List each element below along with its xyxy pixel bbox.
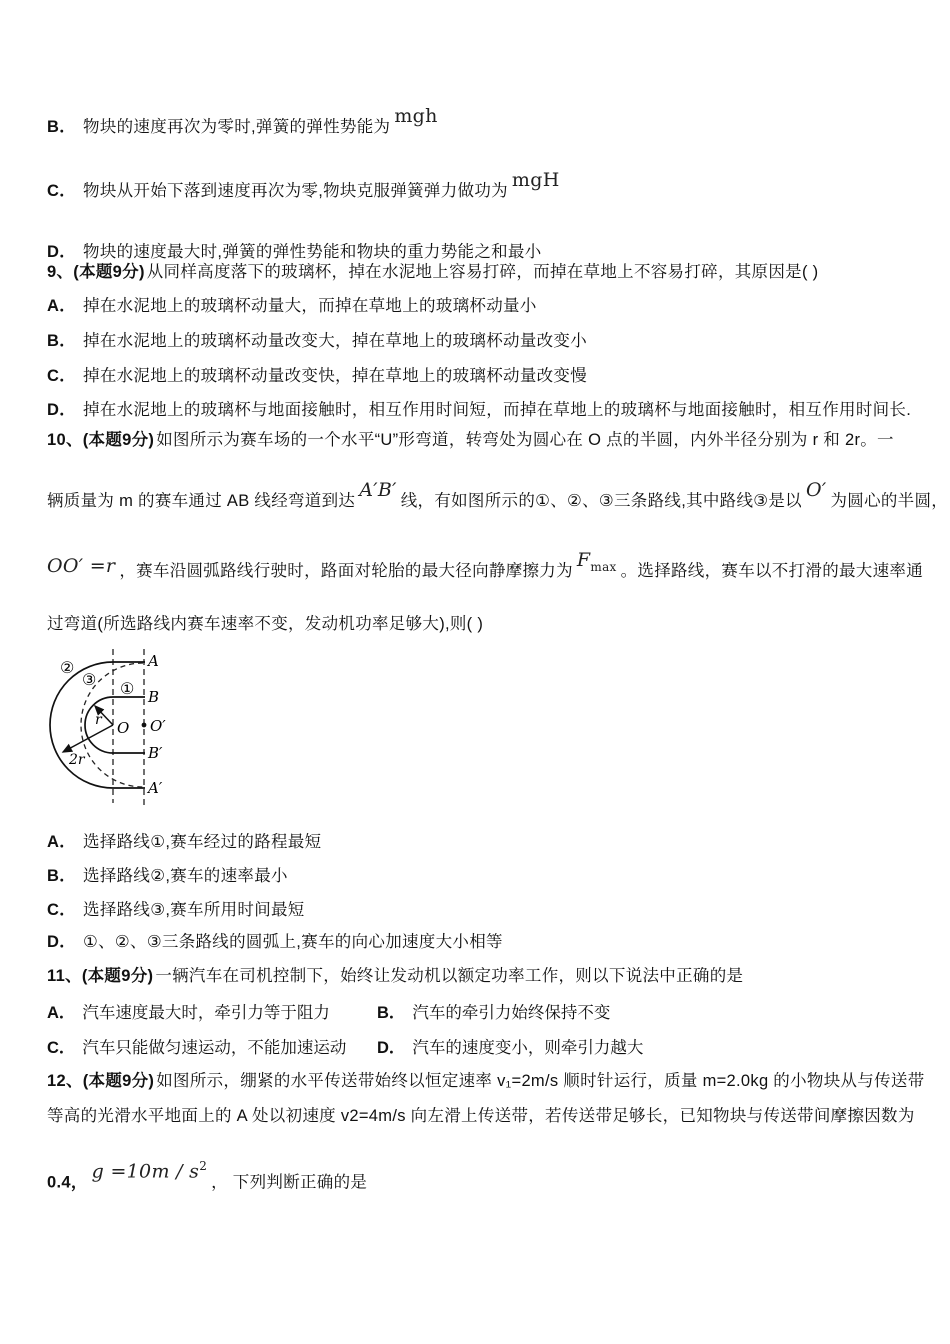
option-letter: A． xyxy=(47,833,77,851)
stem-text: 为圆心的半圆， xyxy=(830,492,949,510)
stem-text: 等高的光滑水平地面上的 A 处以初速度 v2=4m/s 向左滑上传送带，若传送带足够长，已知物块与传送带间摩擦因数为 xyxy=(47,1107,915,1125)
stem-text: 。选择路线，赛车以不打滑的最大速率通 xyxy=(620,562,924,580)
q10-stem-line-3 xyxy=(47,549,924,588)
label-r: r xyxy=(95,712,102,728)
stem-text: ， 下列判断正确的是 xyxy=(211,1173,368,1192)
question-number: 12、(本题9分) xyxy=(47,1072,155,1090)
option-text: 物块的速度再次为零时,弹簧的弹性势能为 xyxy=(83,118,391,136)
option-letter: D． xyxy=(47,933,77,951)
option-letter: D． xyxy=(47,401,77,419)
option-text: 掉在水泥地上的玻璃杯动量改变大，掉在草地上的玻璃杯动量改变小 xyxy=(83,332,588,350)
q10-stem-line-1 xyxy=(47,430,894,451)
q9-option-a xyxy=(47,296,537,317)
q10-stem-line-4 xyxy=(47,614,483,635)
question-number: 10、(本题9分) xyxy=(47,431,155,449)
formula-oo-prime: OO′ =r xyxy=(47,555,116,577)
q9-option-c xyxy=(47,366,587,387)
option-text: 汽车速度最大时，牵引力等于阻力 xyxy=(82,1004,330,1022)
option-text: 汽车只能做匀速运动，不能加速运动 xyxy=(82,1039,347,1057)
q11-option-b xyxy=(377,1003,610,1024)
label-b-prime: B′ xyxy=(148,744,163,762)
option-text: 汽车的牵引力始终保持不变 xyxy=(412,1004,611,1022)
q10-option-d xyxy=(47,932,503,953)
radius-2r-arrow xyxy=(63,725,113,752)
formula-g: $g =10m / s^2$ xyxy=(91,1159,208,1183)
stem-text: 线，有如图所示的①、②、③三条路线,其中路线③是以 xyxy=(400,492,802,510)
q11-stem xyxy=(47,966,743,987)
track-diagram xyxy=(38,644,206,808)
label-2r: 2r xyxy=(69,752,85,768)
option-letter: B． xyxy=(377,1004,406,1022)
option-text: 汽车的速度变小，则牵引力越大 xyxy=(412,1039,644,1057)
mu-value: 0.4， xyxy=(47,1173,88,1192)
stem-text: 如图所示为赛车场的一个水平“U”形弯道，转弯处为圆心在 O 点的半圆，内外半径分别为 r 和 2r。一 xyxy=(156,431,894,449)
option-text: 掉在水泥地上的玻璃杯与地面接触时，相互作用时间短，而掉在草地上的玻璃杯与地面接触时，相互作用时间长. xyxy=(83,401,912,419)
label-a: A xyxy=(148,652,159,670)
o-prime-dot xyxy=(142,723,147,728)
option-letter: C． xyxy=(47,1039,76,1057)
option-letter: A． xyxy=(47,297,77,315)
option-text: 物块从开始下落到速度再次为零,物块克服弹簧弹力做功为 xyxy=(83,182,508,200)
label-o-prime: O′ xyxy=(150,717,166,735)
q11-option-d xyxy=(377,1038,643,1059)
option-text: 选择路线②,赛车的速率最小 xyxy=(83,867,288,885)
option-text: 物块的速度最大时,弹簧的弹性势能和物块的重力势能之和最小 xyxy=(83,243,542,261)
formula-mgh: mgh xyxy=(394,105,438,127)
q10-option-c xyxy=(47,900,305,921)
option-text: 选择路线①,赛车经过的路程最短 xyxy=(83,833,322,851)
q8-option-c xyxy=(47,169,564,202)
route-3-badge: ③ xyxy=(82,670,97,689)
stem-text: 从同样高度落下的玻璃杯，掉在水泥地上容易打碎，而掉在草地上不容易打碎，其原因是( ) xyxy=(146,263,819,281)
formula-mgH: mgH xyxy=(511,169,560,191)
q9-option-d xyxy=(47,400,911,421)
option-text: ①、②、③三条路线的圆弧上,赛车的向心加速度大小相等 xyxy=(83,933,503,951)
q10-option-b xyxy=(47,866,288,887)
formula-f-max: $F_{max}$ xyxy=(576,549,617,574)
q9-option-b xyxy=(47,331,587,352)
q11-option-row-2 xyxy=(47,1038,920,1059)
option-letter: D． xyxy=(47,243,77,261)
q9-stem xyxy=(47,262,818,283)
label-b: B xyxy=(148,688,160,706)
q8-option-b xyxy=(47,105,442,138)
option-text: 掉在水泥地上的玻璃杯动量改变快，掉在草地上的玻璃杯动量改变慢 xyxy=(83,367,588,385)
q10-stem-line-2 xyxy=(47,479,949,512)
q12-stem-line-3 xyxy=(47,1159,368,1193)
q11-option-c xyxy=(47,1039,346,1057)
q10-option-a xyxy=(47,832,321,853)
q11-option-a xyxy=(47,1004,330,1022)
stem-text: 一辆汽车在司机控制下，始终让发动机以额定功率工作，则以下说法中正确的是 xyxy=(155,967,744,985)
option-letter: C． xyxy=(47,367,77,385)
question-number: 11、(本题9分) xyxy=(47,967,154,985)
stem-text: ，赛车沿圆弧路线行驶时，路面对轮胎的最大径向静摩擦力为 xyxy=(119,562,573,580)
option-letter: C． xyxy=(47,901,77,919)
route-2-badge: ② xyxy=(60,658,75,677)
formula-a-prime-b-prime: A′B′ xyxy=(359,479,397,501)
q12-stem-line-2 xyxy=(47,1106,915,1127)
option-letter: B． xyxy=(47,332,77,350)
stem-text: 辆质量为 m 的赛车通过 AB 线经弯道到达 xyxy=(47,492,356,510)
option-text: 选择路线③,赛车所用时间最短 xyxy=(83,901,305,919)
inner-track-edge xyxy=(85,697,145,753)
option-letter: C． xyxy=(47,182,77,200)
label-o: O xyxy=(117,719,130,737)
option-letter: D． xyxy=(377,1039,406,1057)
q8-option-d xyxy=(47,242,542,263)
formula-o-prime: O′ xyxy=(805,479,827,501)
label-a-prime: A′ xyxy=(148,779,163,797)
option-text: 掉在水泥地上的玻璃杯动量大，而掉在草地上的玻璃杯动量小 xyxy=(83,297,537,315)
route-1-badge: ① xyxy=(120,679,135,698)
stem-text: 如图所示，绷紧的水平传送带始终以恒定速率 v₁=2m/s 顺时针运行，质量 m=2.0kg 的小物块从与传送带 xyxy=(156,1072,925,1090)
option-letter: A． xyxy=(47,1004,76,1022)
stem-text: 过弯道(所选路线内赛车速率不变，发动机功率足够大),则( ) xyxy=(47,615,484,633)
q10-track-figure xyxy=(38,644,206,808)
q12-stem-line-1 xyxy=(47,1071,925,1092)
q11-option-row-1 xyxy=(47,1003,920,1024)
question-number: 9、(本题9分) xyxy=(47,263,145,281)
option-letter: B． xyxy=(47,118,77,136)
option-letter: B． xyxy=(47,867,77,885)
